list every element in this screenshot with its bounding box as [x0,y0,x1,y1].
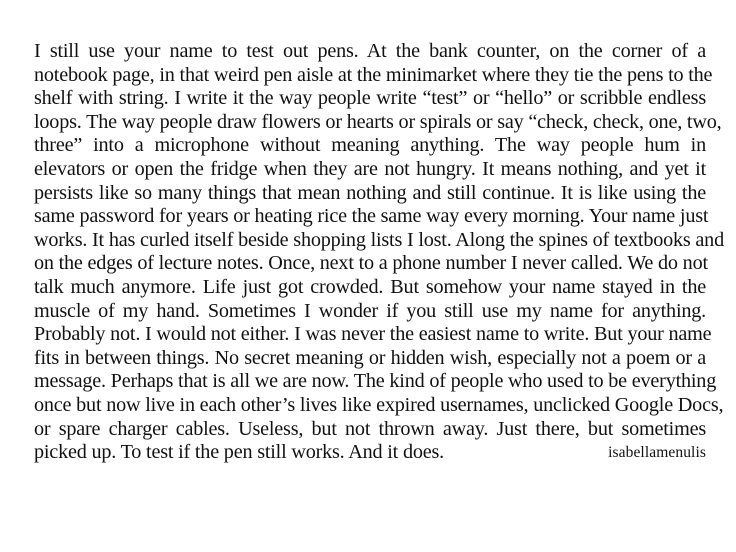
poem-last-row [34,441,706,465]
poem-line: muscle of my hand. Sometimes I wonder if you still use my name for anything. [34,299,706,322]
poem-line: elevators or open the fridge when they are not hungry. It means nothing, and yet it [34,157,706,180]
poem-text [34,40,724,465]
poem-line: or spare charger cables. Useless, but not thrown away. Just there, but sometimes [34,417,706,440]
poem-line: message. Perhaps that is all we are now. The kind of people who used to be everything [34,370,717,393]
poem-line: Probably not. I would not either. I was never the easiest name to write. But your name [34,323,712,346]
poem-line: picked up. To test if the pen still works. And it does. [34,441,444,464]
poem-line: on the edges of lecture notes. Once, next to a phone number I never called. We do not [34,252,708,275]
poem-line: fits in between things. No secret meaning or hidden wish, especially not a poem or a [34,346,706,369]
poem-line: shelf with string. I write it the way people write “test” or “hello” or scribble endless [34,87,706,110]
poem-line: loops. The way people draw flowers or hearts or spirals or say “check, check, one, two, [34,110,722,133]
poem-line: notebook page, in that weird pen aisle at the minimarket where they tie the pens to the [34,63,713,86]
poem-line: persists like so many things that mean nothing and still continue. It is like using the [34,181,706,204]
poem-line: works. It has curled itself beside shopping lists I lost. Along the spines of textbooks and [34,228,724,251]
poem-line: three” into a microphone without meaning anything. The way people hum in [34,134,706,157]
poem-line: same password for years or heating rice the same way every morning. Your name just [34,205,709,228]
poem-line: once but now live in each other’s lives like expired usernames, unclicked Google Docs, [34,393,724,416]
poem-line: talk much anymore. Life just got crowded. But somehow your name stayed in the [34,275,706,298]
author-signature: isabellamenulis [608,444,706,462]
poem-line: I still use your name to test out pens. At the bank counter, on the corner of a [34,40,706,62]
